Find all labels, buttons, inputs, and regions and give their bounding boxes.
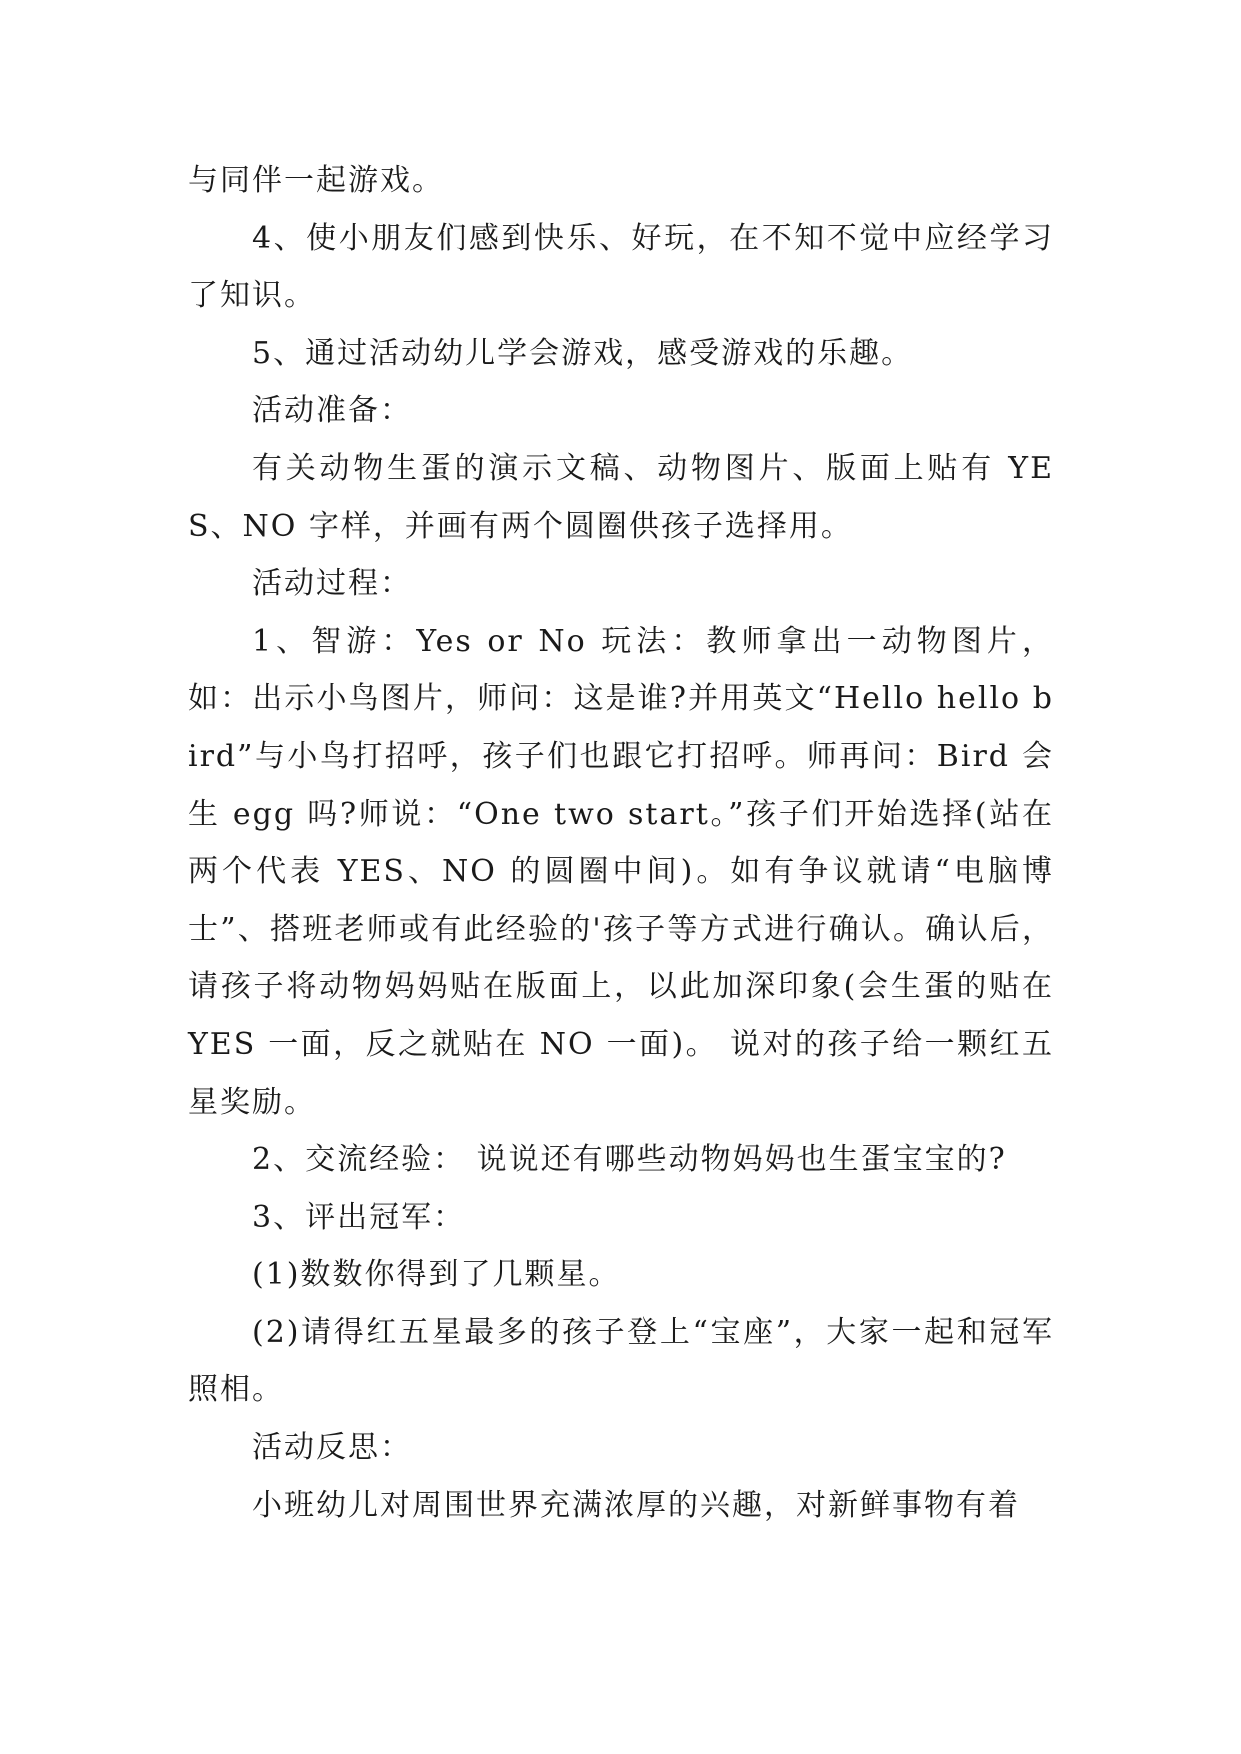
paragraph: 小班幼儿对周围世界充满浓厚的兴趣，对新鲜事物有着 (252, 1487, 1020, 1523)
paragraph: 有关动物生蛋的演示文稿、动物图片、版面上贴有 YES、NO 字样，并画有两个圆圈供孩子选择用。 (188, 450, 1054, 544)
section-heading: 活动反思： (252, 1430, 412, 1466)
paragraph: 1、智游：Yes or No 玩法：教师拿出一动物图片，如：出示小鸟图片，师问：这是谁?并用英文“Hello hello bird”与小鸟打招呼，孩子们也跟它打招呼。师再问：Bird 会生 egg 吗?师说：“One two start。”孩子们开始选择(站在两个代表 YES、NO 的圆圈中间)。如有争议就请“电脑博士”、搭班老师或有此经验的'孩子等方式进行确认。确认后，请孩子将动物妈妈贴在版面上，以此加深印象(会生蛋的贴在 YES 一面，反之就贴在 NO 一面)。 说对的孩子给一颗红五星奖励。 (188, 623, 1054, 1120)
section-heading: 活动准备： (252, 393, 412, 429)
paragraph: 3、评出冠军： (252, 1199, 466, 1235)
document-body (188, 152, 1054, 1534)
paragraph: (2)请得红五星最多的孩子登上“宝座”，大家一起和冠军照相。 (188, 1314, 1054, 1408)
paragraph: (1)数数你得到了几颗星。 (252, 1257, 621, 1293)
paragraph: 与同伴一起游戏。 (188, 163, 444, 198)
section-heading: 活动过程： (252, 566, 412, 602)
paragraph: 5、通过活动幼儿学会游戏，感受游戏的乐趣。 (252, 335, 914, 371)
paragraph: 2、交流经验： 说说还有哪些动物妈妈也生蛋宝宝的? (252, 1142, 1007, 1178)
paragraph: 4、使小朋友们感到快乐、好玩，在不知不觉中应经学习了知识。 (188, 220, 1054, 314)
